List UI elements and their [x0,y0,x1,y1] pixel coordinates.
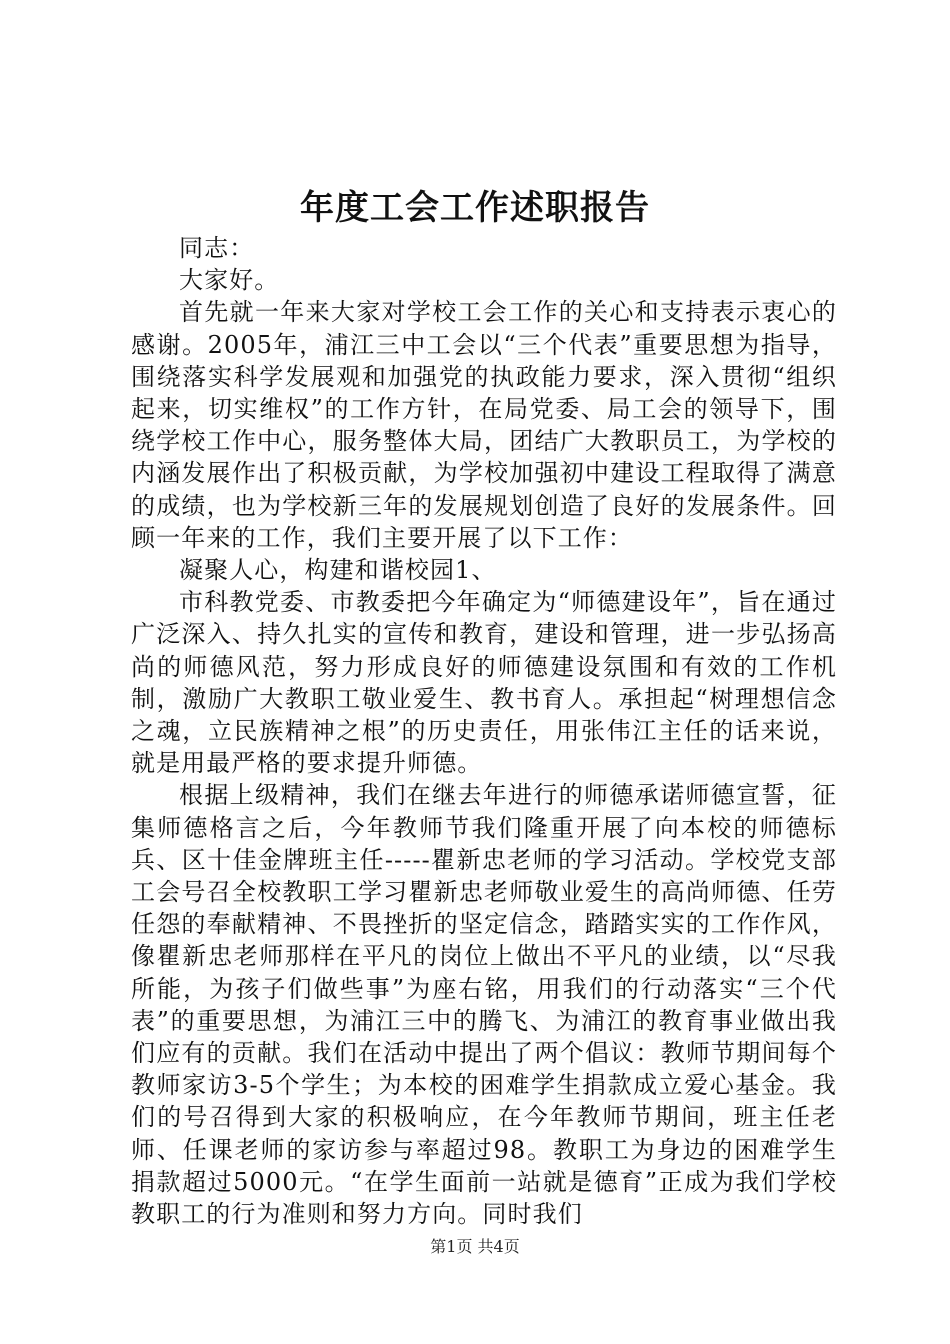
document-body [131,232,837,1230]
page-number: 第1页 共4页 [430,1237,520,1256]
paragraph-teacher-ethics: 市科教党委、市教委把今年确定为“师德建设年”，旨在通过广泛深入、持久扎实的宣传和教育，建设和管理，进一步弘扬高尚的师德风范，努力形成良好的师德建设氛围和有效的工作机制，激励广大教职工敬业爱生、教书育人。承担起“树理想信念之魂，立民族精神之根”的历史责任，用张伟江主任的话来说，就是用最严格的要求提升师德。 [131,588,837,778]
greeting: 大家好。 [179,266,280,295]
paragraph-intro: 首先就一年来大家对学校工会工作的关心和支持表示衷心的感谢。2005年，浦江三中工会以“三个代表”重要思想为指导，围绕落实科学发展观和加强党的执政能力要求，深入贯彻“组织起来，切实维权”的工作方针，在局党委、局工会的领导下，围绕学校工作中心，服务整体大局，团结广大教职员工，为学校的内涵发展作出了积极贡献，为学校加强初中建设工程取得了满意的成绩，也为学校新三年的发展规划创造了良好的发展条件。回顾一年来的工作，我们主要开展了以下工作： [131,298,837,552]
paragraph-activities: 根据上级精神，我们在继去年进行的师德承诺师德宣誓，征集师德格言之后，今年教师节我们隆重开展了向本校的师德标兵、区十佳金牌班主任-----瞿新忠老师的学习活动。学校党支部工会号召全校教职工学习瞿新忠老师敬业爱生的高尚师德、任劳任怨的奉献精神、不畏挫折的坚定信念，踏踏实实的工作作风，像瞿新忠老师那样在平凡的岗位上做出不平凡的业绩，以“尽我所能，为孩子们做些事”为座右铭，用我们的行动落实“三个代表”的重要思想，为浦江三中的腾飞、为浦江的教育事业做出我们应有的贡献。我们在活动中提出了两个倡议：教师节期间每个教师家访3-5个学生；为本校的困难学生捐款成立爱心基金。我们的号召得到大家的积极响应，在今年教师节期间，班主任老师、任课老师的家访参与率超过98。教职工为身边的困难学生捐款超过5000元。“在学生面前一站就是德育”正成为我们学校教职工的行为准则和努力方向。同时我们 [131,781,837,1229]
document-title: 年度工会工作述职报告 [300,188,650,228]
salutation: 同志： [179,234,255,262]
section-heading: 凝聚人心，构建和谐校园1、 [179,556,497,585]
